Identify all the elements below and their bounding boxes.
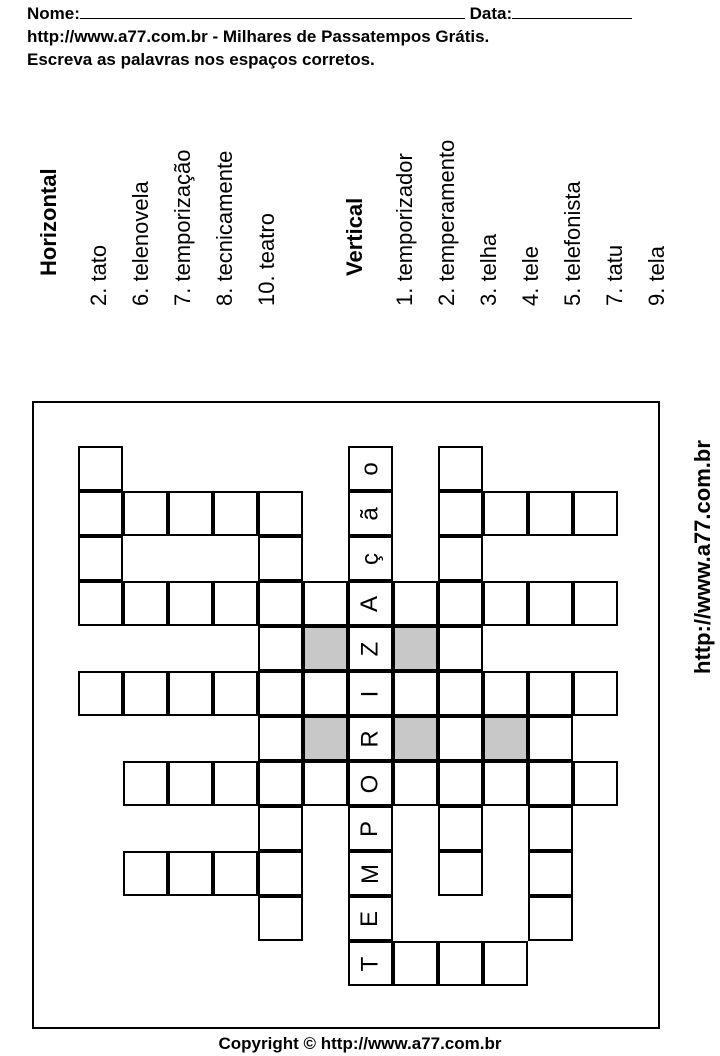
crossword-cell[interactable]: [348, 851, 393, 896]
crossword-cell[interactable]: [123, 851, 168, 896]
clue-v-5: 5. telefonista: [560, 181, 585, 306]
crossword-cell[interactable]: [348, 806, 393, 851]
crossword-cell[interactable]: [438, 581, 483, 626]
clue-h-6: 6. telenovela: [128, 181, 153, 306]
crossword-cell[interactable]: [573, 491, 618, 536]
crossword-cell[interactable]: [348, 446, 393, 491]
crossword-cell[interactable]: [303, 581, 348, 626]
crossword-cell[interactable]: [213, 761, 258, 806]
instructions: Escreva as palavras nos espaços corretos.: [27, 50, 375, 69]
vertical-title: Vertical: [342, 197, 367, 276]
crossword-cell[interactable]: [348, 941, 393, 986]
crossword-cell[interactable]: [528, 761, 573, 806]
crossword-cell[interactable]: [213, 671, 258, 716]
crossword-cell[interactable]: [573, 581, 618, 626]
crossword-cell[interactable]: [528, 716, 573, 761]
crossword-cell[interactable]: [123, 671, 168, 716]
crossword-cell[interactable]: [78, 671, 123, 716]
crossword-cell[interactable]: [348, 536, 393, 581]
crossword-cell[interactable]: [168, 671, 213, 716]
crossword-cell[interactable]: [348, 671, 393, 716]
crossword-cell[interactable]: [258, 716, 303, 761]
crossword-cell[interactable]: [438, 941, 483, 986]
cell-letter: ç: [356, 552, 384, 565]
date-label: Data:: [469, 4, 513, 23]
clue-v-3: 3. telha: [476, 233, 501, 306]
clue-h-7: 7. temporização: [170, 149, 195, 306]
crossword-cell[interactable]: [348, 716, 393, 761]
crossword-cell[interactable]: [78, 446, 123, 491]
crossword-cell[interactable]: [303, 671, 348, 716]
crossword-cell[interactable]: [393, 761, 438, 806]
crossword-cell[interactable]: [258, 626, 303, 671]
crossword-cell[interactable]: [168, 851, 213, 896]
crossword-cell[interactable]: [393, 626, 438, 671]
crossword-cell[interactable]: [168, 761, 213, 806]
crossword-cell[interactable]: [438, 761, 483, 806]
clue-h-8: 8. tecnicamente: [212, 150, 237, 306]
crossword-cell[interactable]: [393, 941, 438, 986]
site-tagline: http://www.a77.com.br - Milhares de Passatempos Grátis.: [27, 27, 490, 46]
crossword-cell[interactable]: [303, 716, 348, 761]
crossword-cell[interactable]: [258, 491, 303, 536]
crossword-cell[interactable]: [438, 536, 483, 581]
crossword-cell[interactable]: [483, 671, 528, 716]
name-label: Nome:: [27, 4, 80, 23]
crossword-cell[interactable]: [483, 761, 528, 806]
crossword-cell[interactable]: [483, 581, 528, 626]
crossword-cell[interactable]: [438, 446, 483, 491]
crossword-cell[interactable]: [213, 581, 258, 626]
clue-v-2: 2. temperamento: [434, 139, 459, 306]
crossword-cell[interactable]: [303, 626, 348, 671]
crossword-cell[interactable]: [123, 581, 168, 626]
cell-letter: M: [356, 863, 384, 884]
crossword-cell[interactable]: [78, 536, 123, 581]
cell-letter: A: [356, 595, 384, 612]
crossword-cell[interactable]: [528, 581, 573, 626]
crossword-cell[interactable]: [573, 761, 618, 806]
crossword-cell[interactable]: [78, 581, 123, 626]
crossword-cell[interactable]: [348, 626, 393, 671]
crossword-cell[interactable]: [258, 851, 303, 896]
cell-letter: E: [356, 910, 384, 927]
crossword-cell[interactable]: [123, 491, 168, 536]
crossword-cell[interactable]: [483, 716, 528, 761]
cell-letter: P: [356, 820, 384, 837]
crossword-cell[interactable]: [123, 761, 168, 806]
crossword-cell[interactable]: [258, 761, 303, 806]
horizontal-title: Horizontal: [36, 168, 61, 276]
side-url: http://www.a77.com.br: [690, 440, 715, 674]
crossword-cell[interactable]: [258, 806, 303, 851]
cell-letter: o: [356, 461, 384, 476]
crossword-cell[interactable]: [303, 761, 348, 806]
crossword-cell[interactable]: [573, 671, 618, 716]
crossword-cell[interactable]: [528, 491, 573, 536]
crossword-cell[interactable]: [483, 941, 528, 986]
crossword-cell[interactable]: [438, 671, 483, 716]
clue-v-9: 9. tela: [644, 246, 669, 306]
crossword-cell[interactable]: [258, 671, 303, 716]
crossword-cell[interactable]: [393, 671, 438, 716]
crossword-cell[interactable]: [213, 851, 258, 896]
crossword-cell[interactable]: [528, 896, 573, 941]
clue-v-4: 4. tele: [518, 246, 543, 306]
clue-v-1: 1. temporizador: [392, 153, 417, 306]
crossword-cell[interactable]: [168, 581, 213, 626]
crossword-cell[interactable]: [438, 806, 483, 851]
crossword-cell[interactable]: [348, 896, 393, 941]
cell-letter: I: [356, 690, 384, 697]
crossword-cell[interactable]: [438, 626, 483, 671]
clue-v-7: 7. tatu: [602, 244, 627, 306]
crossword-cell[interactable]: [348, 761, 393, 806]
cell-letter: ã: [356, 506, 384, 521]
crossword-cell[interactable]: [393, 581, 438, 626]
cell-letter: T: [356, 956, 384, 971]
crossword-cell[interactable]: [528, 671, 573, 716]
crossword-cell[interactable]: [348, 491, 393, 536]
crossword-cell[interactable]: [483, 491, 528, 536]
clue-h-2: 2. tato: [86, 244, 111, 306]
copyright: Copyright © http://www.a77.com.br: [218, 1034, 502, 1053]
cell-letter: Z: [356, 641, 384, 656]
cell-letter: R: [356, 729, 384, 748]
crossword-cell[interactable]: [348, 581, 393, 626]
crossword-cell[interactable]: [213, 491, 258, 536]
crossword-cell[interactable]: [438, 716, 483, 761]
crossword-cell[interactable]: [438, 491, 483, 536]
crossword-cell[interactable]: [528, 806, 573, 851]
crossword-cell[interactable]: [258, 581, 303, 626]
crossword-cell[interactable]: [258, 896, 303, 941]
crossword-cell[interactable]: [78, 491, 123, 536]
crossword-cell[interactable]: [168, 491, 213, 536]
crossword-cell[interactable]: [528, 851, 573, 896]
crossword-cell[interactable]: [438, 851, 483, 896]
crossword-cell[interactable]: [393, 716, 438, 761]
crossword-cell[interactable]: [258, 536, 303, 581]
cell-letter: O: [356, 774, 384, 793]
clue-h-10: 10. teatro: [254, 213, 279, 306]
